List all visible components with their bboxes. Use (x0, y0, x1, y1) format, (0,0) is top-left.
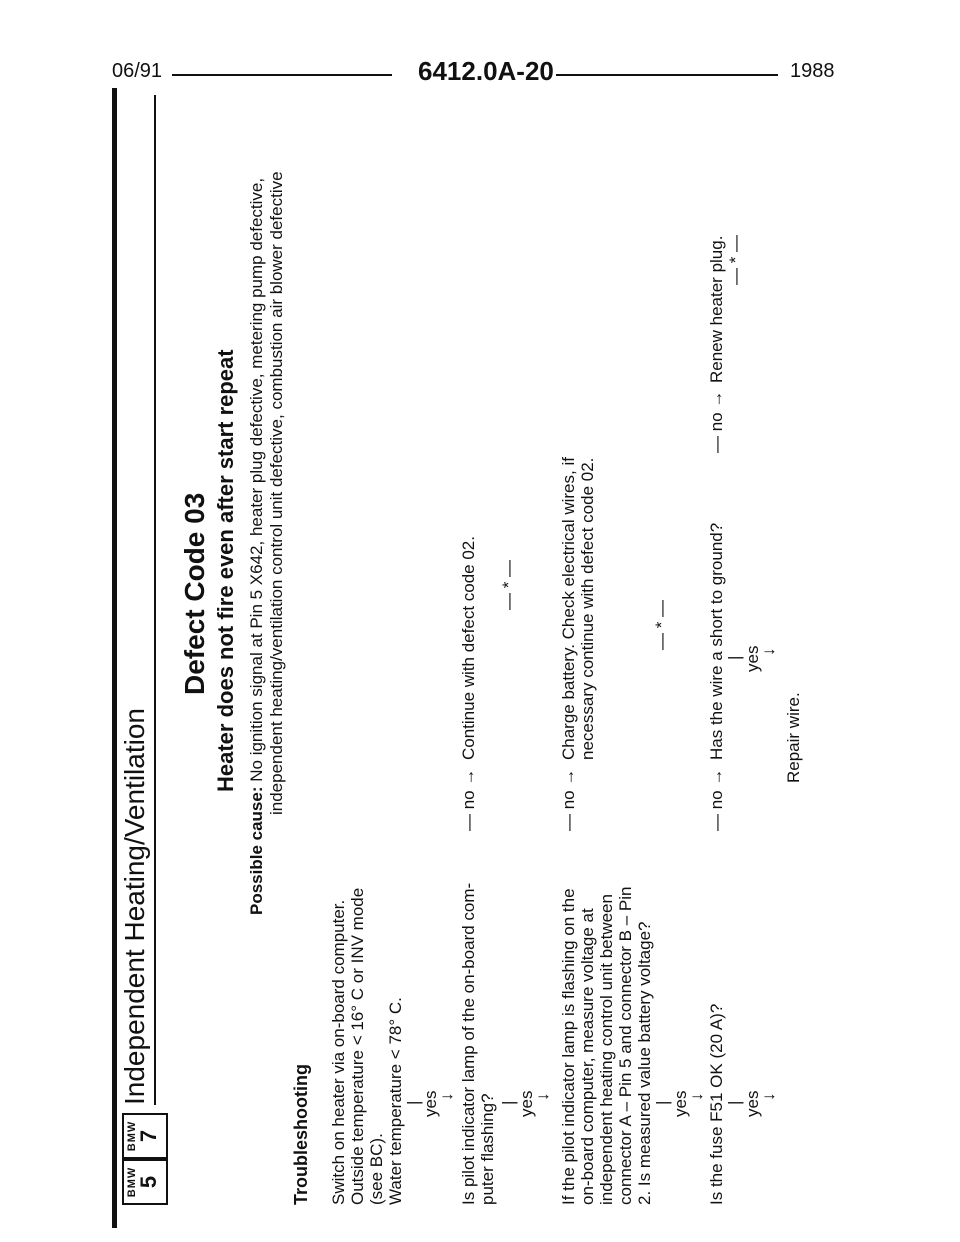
step3-no-result-line-1: Charge battery. Check electrical wires, if (559, 457, 578, 760)
step3-line-4: connector A – Pin 5 and connector B – Pin (616, 886, 635, 1205)
step2-line-1: Is pilot indicator lamp of the on-board com- (459, 882, 478, 1205)
header-code: 6412.0A-20 (418, 56, 554, 86)
possible-cause-text-1: No ignition signal at Pin 5 X642, heater plug defective, metering pump defective, (247, 177, 266, 782)
step4-yes: yes (743, 1090, 762, 1117)
step3-line-2: on-board computer, measure voltage at (578, 908, 597, 1205)
step4-down-arrow: ↓ (759, 1092, 778, 1101)
step2-no-arrow: — no → (459, 768, 478, 831)
step5-yes: yes (743, 645, 762, 672)
bmw-5-badge-number: 5 (136, 1175, 161, 1189)
step3-yes: yes (671, 1090, 690, 1117)
step5-end-marker: — * — (726, 234, 745, 285)
header-year: 1988 (790, 60, 835, 82)
step2-pipe: | (499, 1100, 518, 1105)
defect-subtitle: Heater does not fire even after start repeat (213, 349, 238, 792)
section-title-rule (154, 95, 156, 1105)
step3-down-arrow: ↓ (687, 1092, 706, 1101)
step3-end-marker: — * — (652, 599, 671, 650)
step1-line-3: (see BC). (367, 1133, 386, 1205)
step4-no-arrow: — no → (707, 768, 726, 831)
rotated-page (120, 95, 900, 1205)
defect-code-title: Defect Code 03 (179, 492, 210, 695)
step1-yes: yes (421, 1090, 440, 1117)
bmw-7-badge-number: 7 (136, 1129, 161, 1143)
step3-pipe: | (653, 1100, 672, 1105)
step3-no-arrow: — no → (559, 768, 578, 831)
step4-question: Is the fuse F51 OK (20 A)? (707, 1003, 726, 1205)
troubleshooting-heading: Troubleshooting (291, 1064, 311, 1205)
page-header (0, 56, 960, 100)
section-title: Independent Heating/Ventilation (119, 708, 150, 1105)
possible-cause-line-2: independent heating/ventilation control unit defective, combustion air blower defective (267, 171, 286, 815)
step3-line-1: If the pilot indicator lamp is flashing on the (559, 888, 578, 1205)
header-date: 06/91 (112, 60, 163, 82)
step3-no-result-line-2: necessary continue with defect code 02. (578, 457, 597, 760)
step5-down-arrow: ↓ (759, 647, 778, 656)
step2-end-marker: — * — (499, 559, 518, 610)
step1-line-4: Water temperature < 78° C. (386, 997, 405, 1205)
step1-down-arrow: ↓ (437, 1092, 456, 1101)
step2-no-result: Continue with defect code 02. (459, 536, 478, 760)
bmw-5-badge (122, 1159, 168, 1205)
step3-line-3: independent heating control unit between (597, 894, 616, 1205)
bmw-7-badge-brand: BMW (126, 1120, 138, 1152)
repair-wire: Repair wire. (784, 692, 803, 783)
bmw-7-badge (122, 1113, 168, 1159)
step1-line-2: Outside temperature < 16° C or INV mode (348, 887, 367, 1205)
header-rule-right (556, 74, 778, 76)
header-rule-left (172, 74, 392, 76)
bmw-5-badge-brand: BMW (126, 1166, 138, 1198)
step3-line-5: 2. Is measured value battery voltage? (635, 921, 654, 1205)
step2-line-2: puter flashing? (478, 1093, 497, 1205)
step1-pipe: | (404, 1100, 423, 1105)
step1-line-1: Switch on heater via on-board computer. (329, 899, 348, 1205)
step5-no-arrow: — no → (707, 390, 726, 453)
step5-pipe: | (725, 655, 744, 660)
step4-pipe: | (725, 1100, 744, 1105)
step2-down-arrow: ↓ (533, 1092, 552, 1101)
step5-no-result: Renew heater plug. (707, 235, 726, 383)
step2-yes: yes (517, 1090, 536, 1117)
page-vertical-rule (112, 88, 117, 1228)
possible-cause-line-1 (248, 178, 266, 915)
possible-cause-label: Possible cause: (247, 786, 266, 915)
step5-question: Has the wire a short to ground? (707, 522, 726, 760)
